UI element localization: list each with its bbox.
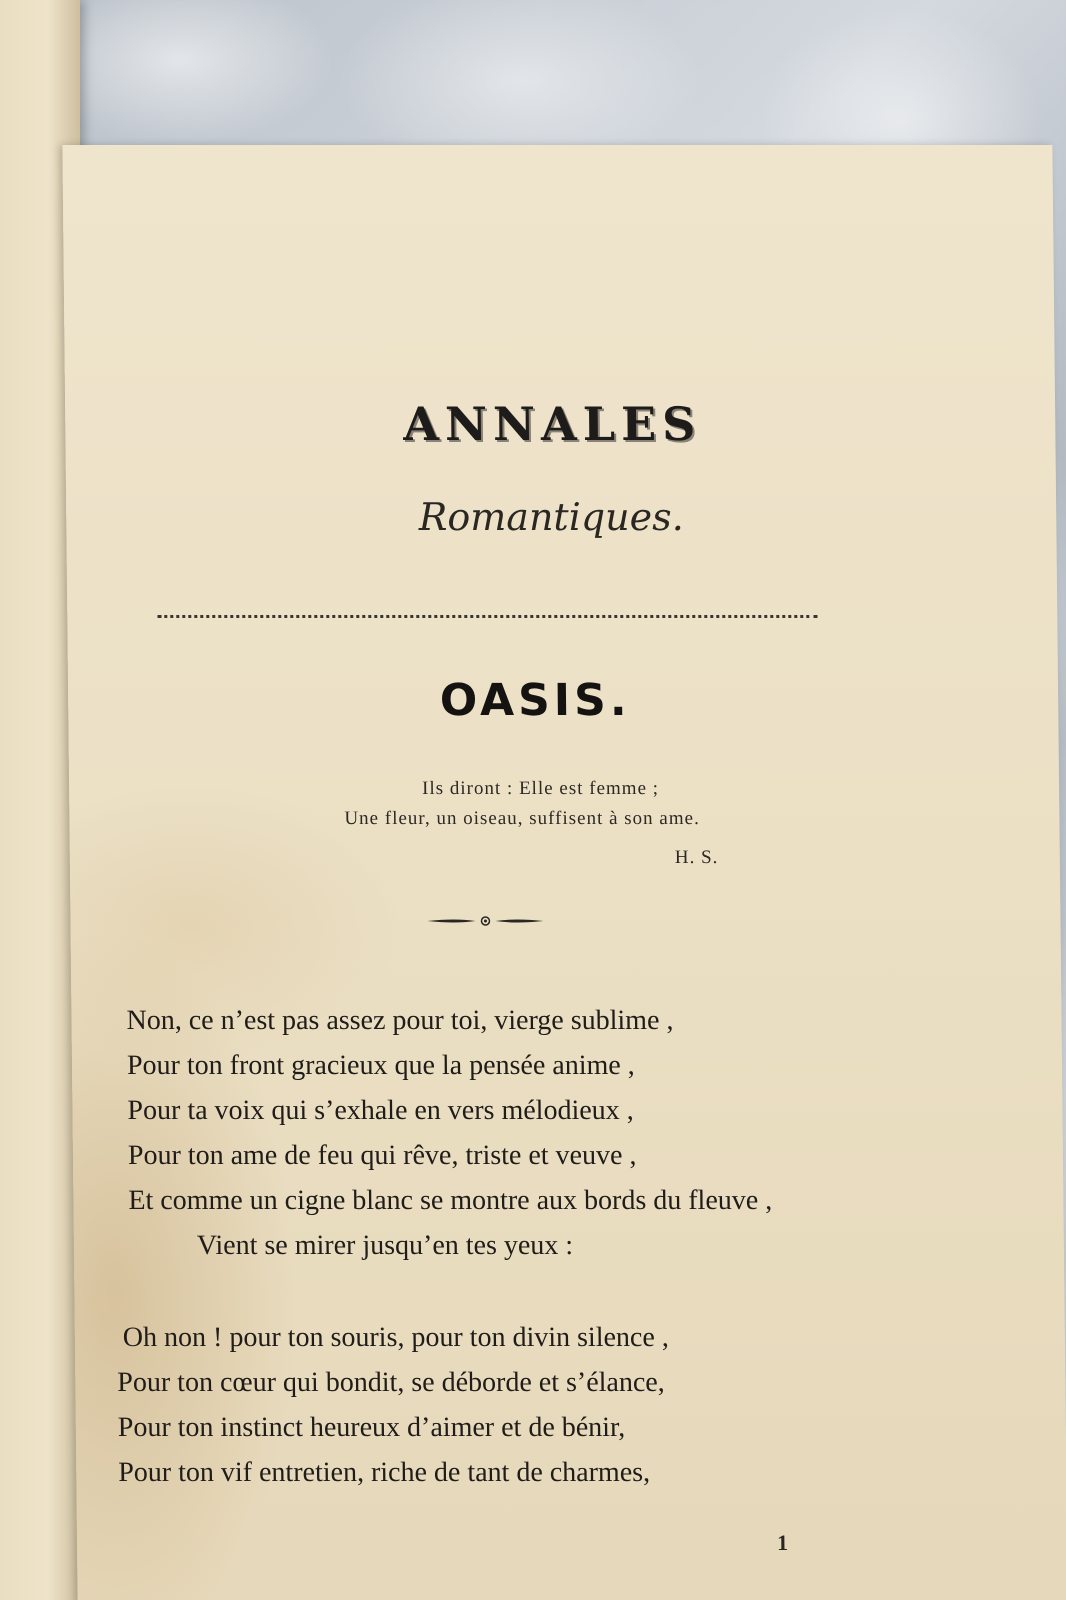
verse-line: Et comme un cigne blanc se montre aux bords du fleuve , bbox=[128, 1185, 773, 1216]
verse-line: Pour ta voix qui s’exhale en vers mélodieux , bbox=[127, 1095, 634, 1126]
epigraph-line-1: Ils diront : Elle est femme ; bbox=[421, 778, 660, 799]
verse-line: Pour ton ame de feu qui rêve, triste et veuve , bbox=[127, 1140, 637, 1171]
poem-title: OASIS. bbox=[439, 675, 631, 726]
verse-line: Oh non ! pour ton souris, pour ton divin silence , bbox=[122, 1322, 669, 1353]
epigraph-line-2: Une fleur, un oiseau, suffisent à son ame. bbox=[344, 808, 700, 829]
verse-line: Non, ce n’est pas assez pour toi, vierge sublime , bbox=[126, 1005, 674, 1036]
book-page bbox=[62, 145, 1066, 1600]
book-subtitle: Romantiques. bbox=[418, 495, 684, 539]
epigraph-attribution: H. S. bbox=[674, 847, 719, 868]
verse-line: Vient se mirer jusqu’en tes yeux : bbox=[196, 1230, 574, 1261]
page-number: 1 bbox=[776, 1530, 789, 1555]
verse-line: Pour ton vif entretien, riche de tant de charmes, bbox=[118, 1457, 651, 1488]
ornament-divider bbox=[425, 915, 545, 927]
book-title: ANNALES bbox=[402, 397, 702, 451]
verse-line: Pour ton instinct heureux d’aimer et de bénir, bbox=[117, 1412, 626, 1443]
dotted-rule bbox=[157, 615, 817, 618]
verse-line: Pour ton cœur qui bondit, se déborde et s’élance, bbox=[117, 1367, 665, 1398]
stanza-1 bbox=[126, 998, 949, 1268]
stanza-2 bbox=[117, 1315, 939, 1495]
verse-line: Pour ton front gracieux que la pensée anime , bbox=[126, 1050, 635, 1081]
